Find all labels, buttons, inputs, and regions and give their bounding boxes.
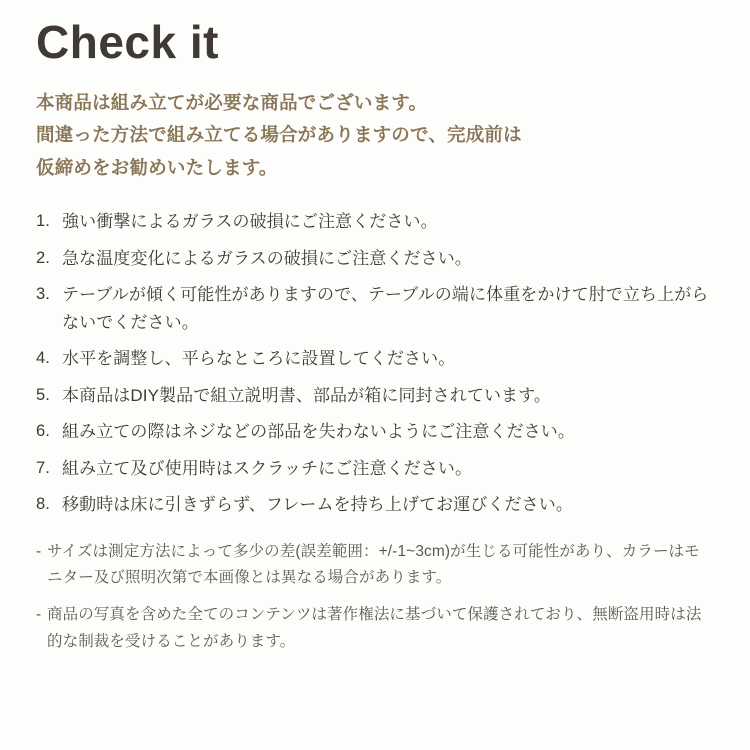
list-item-text: 移動時は床に引きずらず、フレームを持ち上げてお運びください。	[62, 495, 573, 515]
page-title: Check it	[36, 16, 219, 68]
lead-line: 仮締めをお勧めいたします。	[36, 156, 278, 178]
list-item-text: 水平を調整し、平らなところに設置してください。	[62, 349, 456, 369]
lead-line: 間違った方法で組み立てる場合がありますので、完成前は	[36, 124, 522, 146]
list-item-number: 7.	[36, 458, 50, 477]
footnote-text: サイズは測定方法によって多少の差(誤差範囲：+/-1~3cm)が生じる可能性があり、カラーはモニター及び照明次第で本画像とは異なる場合があります。	[47, 542, 700, 587]
list-item	[36, 345, 714, 373]
list-item	[36, 208, 714, 236]
list-item-number: 6.	[36, 422, 50, 441]
list-item	[36, 382, 714, 410]
list-item-text: 強い衝撃によるガラスの破損にご注意ください。	[62, 212, 438, 232]
list-item-number: 3.	[36, 285, 50, 304]
list-item-number: 5.	[36, 385, 50, 404]
list-item	[36, 455, 714, 483]
list-item	[36, 491, 714, 519]
list-item-number: 4.	[36, 349, 50, 368]
footnote-text: 商品の写真を含めた全てのコンテンツは著作権法に基づいて保護されており、無断盗用時は法的な制裁を受けることがあります。	[47, 606, 702, 650]
list-item-number: 2.	[36, 248, 50, 267]
footnote-dash: -	[36, 606, 42, 624]
list-item-text: 組み立ての際はネジなどの部品を失わないようにご注意ください。	[62, 422, 575, 442]
list-item	[36, 418, 714, 446]
list-item-number: 8.	[36, 495, 50, 514]
lead-paragraph	[36, 87, 714, 184]
list-item-number: 1.	[36, 212, 50, 231]
footnote	[36, 602, 714, 655]
notes-list	[36, 208, 714, 519]
lead-line: 本商品は組み立てが必要な商品でございます。	[36, 91, 428, 113]
list-item	[36, 281, 714, 336]
footnote-dash: -	[36, 542, 42, 560]
list-item-text: 組み立て及び使用時はスクラッチにご注意ください。	[62, 458, 473, 478]
footnote	[36, 539, 714, 592]
list-item-text: テーブルが傾く可能性がありますので、テーブルの端に体重をかけて肘で立ち上がらないでください。	[62, 285, 709, 332]
list-item-text: 急な温度変化によるガラスの破損にご注意ください。	[62, 248, 472, 268]
list-item-text: 本商品はDIY製品で組立説明書、部品が箱に同封されています。	[62, 385, 551, 405]
footnotes-section	[36, 539, 714, 656]
list-item	[36, 245, 714, 273]
